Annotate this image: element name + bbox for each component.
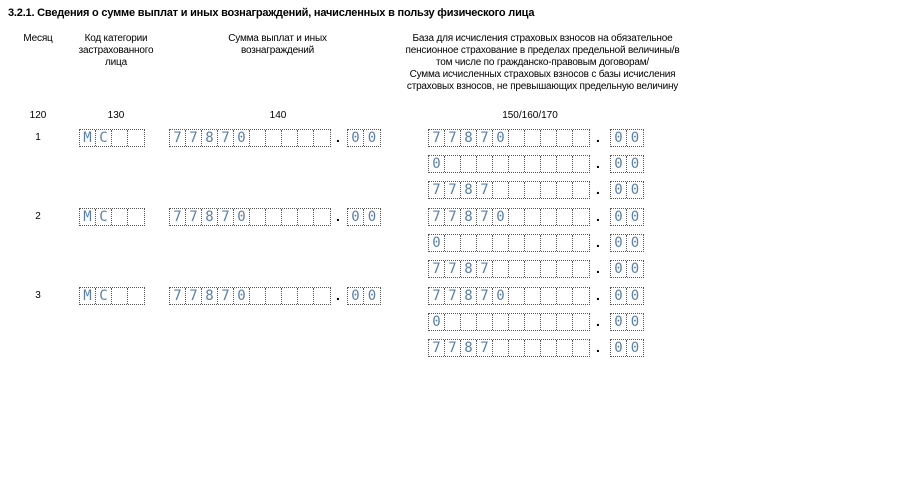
digit-cell: 0 (493, 209, 509, 225)
base-field-2[interactable] (428, 313, 590, 331)
section-title: 3.2.1. Сведения о сумме выплат и иных вознаграждений, начисленных в пользу физического лица (8, 7, 535, 19)
base-kop-field-1[interactable] (610, 129, 644, 147)
digit-cell: 8 (461, 288, 477, 304)
digit-cell: 7 (170, 209, 186, 225)
digit-cell (445, 156, 461, 172)
base-field-3[interactable] (428, 339, 590, 357)
digit-cell (298, 209, 314, 225)
digit-cell: 0 (234, 130, 250, 146)
decimal-separator: . (596, 129, 600, 145)
digit-cell: 0 (493, 130, 509, 146)
digit-cell (525, 288, 541, 304)
decimal-separator: . (596, 181, 600, 197)
decimal-separator: . (336, 287, 340, 303)
month-number: 2 (35, 211, 41, 222)
header-sum-line: Сумма выплат и иных (228, 33, 327, 44)
digit-cell: С (96, 130, 112, 146)
digit-cell: 0 (611, 182, 627, 198)
digit-cell (493, 235, 509, 251)
digit-cell: 0 (611, 235, 627, 251)
digit-cell (128, 209, 144, 225)
digit-cell: 7 (429, 261, 445, 277)
digit-cell: 8 (461, 182, 477, 198)
digit-cell: 0 (348, 288, 364, 304)
digit-cell: 0 (630, 288, 640, 304)
digit-cell: 8 (202, 130, 218, 146)
digit-cell (573, 209, 589, 225)
digit-cell (557, 130, 573, 146)
digit-cell: 0 (630, 156, 640, 172)
digit-cell (541, 340, 557, 356)
digit-cell: 7 (445, 182, 461, 198)
digit-cell (509, 288, 525, 304)
digit-cell (541, 261, 557, 277)
digit-cell: 7 (429, 288, 445, 304)
digit-cell (525, 130, 541, 146)
decimal-separator: . (596, 155, 600, 171)
digit-cell (573, 288, 589, 304)
digit-cell: 7 (445, 209, 461, 225)
digit-cell (250, 288, 266, 304)
digit-cell (493, 314, 509, 330)
digit-cell: 0 (611, 130, 627, 146)
digit-cell (573, 340, 589, 356)
digit-cell: 0 (611, 261, 627, 277)
digit-cell (445, 314, 461, 330)
digit-cell: 8 (202, 288, 218, 304)
code-130: 130 (107, 110, 125, 121)
digit-cell: 7 (477, 130, 493, 146)
decimal-separator: . (596, 339, 600, 355)
digit-cell (477, 314, 493, 330)
digit-cell (541, 130, 557, 146)
digit-cell (509, 261, 525, 277)
digit-cell (314, 209, 330, 225)
digit-cell (112, 288, 128, 304)
digit-cell: 0 (348, 130, 364, 146)
decimal-separator: . (336, 208, 340, 224)
digit-cell (573, 130, 589, 146)
digit-cell (250, 130, 266, 146)
digit-cell (525, 261, 541, 277)
digit-cell (493, 156, 509, 172)
digit-cell (557, 182, 573, 198)
digit-cell (525, 209, 541, 225)
digit-cell (525, 156, 541, 172)
digit-cell (298, 130, 314, 146)
digit-cell (525, 182, 541, 198)
header-month: Месяц (23, 33, 53, 44)
digit-cell: 0 (630, 340, 640, 356)
header-base-line: пенсионное страхование в пределах предельной величины/в (405, 45, 680, 56)
digit-cell: 7 (477, 288, 493, 304)
base-kop-field-2[interactable] (610, 313, 644, 331)
digit-cell: 0 (429, 156, 445, 172)
digit-cell: 8 (461, 130, 477, 146)
digit-cell (266, 209, 282, 225)
sum-kop-field[interactable] (347, 287, 381, 305)
base-kop-field-2[interactable] (610, 155, 644, 173)
digit-cell: 7 (218, 209, 234, 225)
base-field-2[interactable] (428, 155, 590, 173)
digit-cell: 0 (630, 235, 640, 251)
header-base-line: Сумма исчисленных страховых взносов с базы исчисления (409, 69, 676, 80)
digit-cell: 0 (493, 288, 509, 304)
digit-cell (509, 182, 525, 198)
digit-cell: 0 (367, 130, 377, 146)
base-kop-field-3[interactable] (610, 339, 644, 357)
digit-cell (509, 130, 525, 146)
digit-cell (477, 156, 493, 172)
digit-cell (573, 235, 589, 251)
digit-cell (541, 182, 557, 198)
digit-cell (509, 235, 525, 251)
digit-cell (461, 156, 477, 172)
digit-cell (557, 288, 573, 304)
category-code-field[interactable] (79, 129, 145, 147)
base-field-3[interactable] (428, 260, 590, 278)
digit-cell (314, 130, 330, 146)
digit-cell: 0 (234, 288, 250, 304)
digit-cell (112, 209, 128, 225)
digit-cell: 7 (429, 340, 445, 356)
digit-cell (573, 314, 589, 330)
digit-cell (541, 209, 557, 225)
base-field-1[interactable] (428, 287, 590, 305)
digit-cell (525, 314, 541, 330)
base-field-1[interactable] (428, 129, 590, 147)
digit-cell (557, 235, 573, 251)
base-field-3[interactable] (428, 181, 590, 199)
digit-cell (128, 130, 144, 146)
header-category-line: застрахованного (78, 45, 154, 56)
sum-field[interactable] (169, 129, 331, 147)
header-category-line: Код категории (84, 33, 148, 44)
digit-cell: С (96, 209, 112, 225)
digit-cell (541, 314, 557, 330)
decimal-separator: . (596, 313, 600, 329)
digit-cell: 0 (611, 156, 627, 172)
digit-cell (282, 288, 298, 304)
month-number: 1 (35, 132, 41, 143)
digit-cell: 0 (367, 288, 377, 304)
digit-cell (573, 261, 589, 277)
header-base-line: страховых взносов, не превышающих предельную величину (406, 81, 679, 92)
digit-cell: 0 (234, 209, 250, 225)
digit-cell (541, 156, 557, 172)
digit-cell: 0 (630, 261, 640, 277)
base-kop-field-2[interactable] (610, 234, 644, 252)
digit-cell (266, 288, 282, 304)
digit-cell (509, 314, 525, 330)
code-150-160-170: 150/160/170 (502, 110, 558, 121)
month-number: 3 (35, 290, 41, 301)
digit-cell (541, 288, 557, 304)
digit-cell (112, 130, 128, 146)
digit-cell: М (80, 288, 96, 304)
digit-cell (461, 314, 477, 330)
digit-cell (493, 340, 509, 356)
digit-cell: 7 (477, 261, 493, 277)
header-category (68, 33, 164, 69)
code-120: 120 (29, 110, 47, 121)
decimal-separator: . (336, 129, 340, 145)
digit-cell: 7 (218, 288, 234, 304)
digit-cell: 7 (445, 130, 461, 146)
digit-cell: М (80, 209, 96, 225)
category-code-field[interactable] (79, 208, 145, 226)
digit-cell (557, 340, 573, 356)
base-kop-field-3[interactable] (610, 260, 644, 278)
decimal-separator: . (596, 260, 600, 276)
category-code-field[interactable] (79, 287, 145, 305)
header-base-line: том числе по гражданско-правовым договорам/ (436, 57, 649, 68)
digit-cell (509, 209, 525, 225)
digit-cell (128, 288, 144, 304)
sum-field[interactable] (169, 287, 331, 305)
digit-cell: 0 (630, 182, 640, 198)
digit-cell: 0 (348, 209, 364, 225)
digit-cell (573, 182, 589, 198)
digit-cell: 0 (367, 209, 377, 225)
header-sum-line: вознаграждений (240, 45, 315, 56)
header-category-line: лица (105, 57, 127, 68)
digit-cell: М (80, 130, 96, 146)
digit-cell (557, 209, 573, 225)
digit-cell: 7 (186, 130, 202, 146)
digit-cell (557, 261, 573, 277)
digit-cell: 0 (611, 209, 627, 225)
digit-cell: 7 (445, 261, 461, 277)
base-kop-field-1[interactable] (610, 287, 644, 305)
digit-cell (282, 209, 298, 225)
digit-cell: 7 (186, 209, 202, 225)
digit-cell: 0 (630, 209, 640, 225)
digit-cell: 8 (461, 340, 477, 356)
digit-cell (557, 314, 573, 330)
digit-cell: 8 (461, 209, 477, 225)
digit-cell (541, 235, 557, 251)
digit-cell (266, 130, 282, 146)
digit-cell (509, 340, 525, 356)
header-base (370, 33, 715, 93)
digit-cell: 7 (477, 209, 493, 225)
digit-cell: 7 (429, 209, 445, 225)
decimal-separator: . (596, 234, 600, 250)
sum-kop-field[interactable] (347, 129, 381, 147)
base-kop-field-3[interactable] (610, 181, 644, 199)
digit-cell: 0 (611, 340, 627, 356)
digit-cell (493, 182, 509, 198)
digit-cell: 7 (186, 288, 202, 304)
header-base-line: База для исчисления страховых взносов на обязательное (412, 33, 673, 44)
digit-cell: С (96, 288, 112, 304)
digit-cell: 7 (445, 340, 461, 356)
digit-cell: 7 (477, 182, 493, 198)
digit-cell: 0 (611, 314, 627, 330)
digit-cell: 0 (630, 130, 640, 146)
digit-cell: 0 (429, 235, 445, 251)
digit-cell: 7 (477, 340, 493, 356)
digit-cell (557, 156, 573, 172)
digit-cell: 7 (429, 182, 445, 198)
base-kop-field-1[interactable] (610, 208, 644, 226)
digit-cell: 0 (429, 314, 445, 330)
digit-cell: 0 (611, 288, 627, 304)
digit-cell: 7 (218, 130, 234, 146)
digit-cell: 7 (429, 130, 445, 146)
digit-cell: 8 (461, 261, 477, 277)
decimal-separator: . (596, 208, 600, 224)
header-sum (205, 33, 350, 57)
sum-field[interactable] (169, 208, 331, 226)
sum-kop-field[interactable] (347, 208, 381, 226)
digit-cell: 7 (445, 288, 461, 304)
digit-cell (314, 288, 330, 304)
digit-cell (573, 156, 589, 172)
digit-cell (509, 156, 525, 172)
digit-cell (461, 235, 477, 251)
code-140: 140 (269, 110, 287, 121)
base-field-1[interactable] (428, 208, 590, 226)
digit-cell (282, 130, 298, 146)
digit-cell: 8 (202, 209, 218, 225)
digit-cell (477, 235, 493, 251)
digit-cell (298, 288, 314, 304)
digit-cell: 0 (630, 314, 640, 330)
digit-cell: 7 (170, 288, 186, 304)
digit-cell: 7 (170, 130, 186, 146)
decimal-separator: . (596, 287, 600, 303)
base-field-2[interactable] (428, 234, 590, 252)
digit-cell (525, 235, 541, 251)
digit-cell (250, 209, 266, 225)
digit-cell (445, 235, 461, 251)
digit-cell (525, 340, 541, 356)
digit-cell (493, 261, 509, 277)
